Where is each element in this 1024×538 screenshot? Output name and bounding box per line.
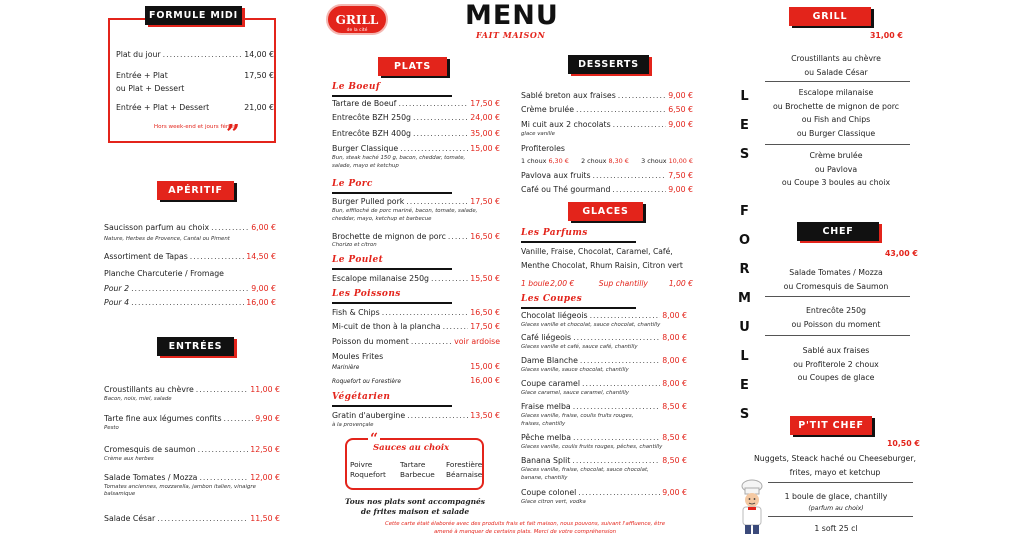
vertical-letter: F (740, 204, 750, 219)
divider (765, 335, 910, 336)
plat-item: Mi-cuit de thon à la plancha ..... 17,50 € (332, 322, 500, 331)
category-underline (332, 95, 452, 97)
plat-desc: à la provençale (332, 422, 374, 428)
divider (768, 516, 913, 517)
coupe-desc: fraises, chantilly (521, 421, 566, 427)
plat-item: Roquefort ou Forestière 16,00 € (332, 376, 500, 385)
plat-desc: Chorizo et citron (332, 242, 377, 248)
coupe-item: Banana Split ..... 8,50 € (521, 456, 687, 465)
plat-item: Marinière 15,00 € (332, 362, 500, 371)
category-underline (332, 405, 452, 407)
profiteroles-options: 1 choux 6,30 € 2 choux 8,30 € 3 choux 10,00 € (521, 157, 693, 165)
entree-item: Salade Tomates / Mozza ..... 12,00 € (104, 473, 280, 482)
plat-item: Gratin d'aubergine ..... 13,50 € (332, 411, 500, 420)
aperitif-title: APÉRITIF (157, 181, 234, 200)
entree-desc: Pesto (104, 425, 119, 431)
desserts-title: DESSERTS (568, 55, 649, 74)
plats-title: PLATS (378, 57, 447, 76)
vertical-letter: R (739, 262, 751, 277)
coupe-desc: Glaces vanille, coulis fruits rouges, pêches, chantilly (521, 444, 663, 450)
coupe-item: Fraise melba ..... 8,50 € (521, 402, 687, 411)
divider (765, 296, 910, 297)
dessert-item: Crème brulée ..... 6,50 € (521, 105, 693, 114)
formula-choice: Escalope milanaise ou Brochette de mignon de porc ou Fish and Chips ou Burger Classique (772, 88, 900, 138)
vertical-letter: E (740, 118, 750, 133)
category-underline (332, 268, 452, 270)
plat-item: Tartare de Boeuf ..... 17,50 € (332, 99, 500, 108)
plat-desc: Bun, effiloché de porc mariné, bacon, tomate, salade, (332, 208, 478, 214)
plat-item: Burger Classique ..... 15,00 € (332, 144, 500, 153)
formula-choice: Nuggets, Steack haché ou Cheeseburger, frites, mayo et ketchup (753, 454, 917, 477)
formule-item: Entrée + Plat + Dessert 21,00 € (116, 103, 274, 112)
formula-choice: Croustillants au chèvre ou Salade César (791, 54, 881, 77)
quote-mark: ” (226, 119, 240, 148)
sauce-col: Tartare Barbecue (400, 460, 435, 479)
coupe-desc: Glaces vanille et chocolat, sauce chocolat, chantilly (521, 322, 661, 328)
coupe-desc: Glaces vanille et café, sauce café, chantilly (521, 344, 638, 350)
formule-midi-title: FORMULE MIDI (145, 6, 242, 25)
formule-item: Plat du jour ..... 14,00 € (116, 50, 274, 59)
plat-item: Poisson du moment ..... voir ardoise (332, 337, 500, 346)
coupe-item: Pêche melba ..... 8,50 € (521, 433, 687, 442)
planche-label: Planche Charcuterie / Fromage (104, 269, 224, 278)
parfums-title: Les Parfums (521, 228, 588, 238)
formule-note: Hors week-end et jours fériés (153, 124, 237, 130)
entree-item: Tarte fine aux légumes confits ..... 9,90 € (104, 414, 280, 423)
entree-desc: Crème aux herbes (104, 456, 154, 462)
plat-desc: salade, mayo et ketchup (332, 163, 399, 169)
dessert-item: Café ou Thé gourmand ..... 9,00 € (521, 185, 693, 194)
category-boeuf: Le Boeuf (332, 82, 381, 92)
sauce-col: Forestière Béarnaise (446, 460, 483, 479)
vertical-letter: L (740, 349, 750, 364)
coupe-item: Coupe colonel ..... 9,00 € (521, 488, 687, 497)
aperitif-item: Saucisson parfum au choix ..... 6,00 € (104, 223, 276, 232)
divider (765, 81, 910, 82)
disclaimer: Cette carte était élaborée avec des produits frais et fait maison, nous pouvons, suivant l'affluence, être amené à manquer de certains plats. Merci de votre compréhension (384, 521, 666, 535)
aperitif-item: Assortiment de Tapas ..... 14,50 € (104, 252, 276, 261)
ptit-chef-price: 10,50 € (887, 439, 920, 448)
glaces-title: GLACES (568, 202, 643, 221)
plat-item: Burger Pulled pork ..... 17,50 € (332, 197, 500, 206)
entree-item: Salade César ..... 11,50 € (104, 514, 280, 523)
coupe-desc: Glaces vanille, fraise, chocolat, sauce chocolat, (521, 467, 649, 473)
dessert-item: Mi cuit aux 2 chocolats ..... 9,00 € (521, 120, 693, 129)
entree-item: Croustillants au chèvre ..... 11,00 € (104, 385, 280, 394)
plat-item: Escalope milanaise 250g ..... 15,50 € (332, 274, 500, 283)
coupe-desc: Glace citron vert, vodka (521, 499, 586, 505)
plat-desc: Bun, steak haché 150 g, bacon, cheddar, tomate, (332, 155, 466, 161)
formula-choice: 1 soft 25 cl (814, 524, 858, 533)
vertical-letter: L (740, 89, 750, 104)
sauce-quote: “ (370, 431, 379, 447)
entrees-title: ENTRÉES (157, 337, 234, 356)
planche-item: Pour 4 ..... 16,00 € (104, 298, 276, 307)
aperitif-desc: Nature, Herbes de Provence, Cantal ou Piment (104, 236, 230, 242)
chef-illustration (732, 478, 772, 536)
plat-item: Fish & Chips ..... 16,50 € (332, 308, 500, 317)
coupe-desc: Glaces vanille, fraise, coulis fruits rouges, (521, 413, 634, 419)
planche-item: Pour 2 ..... 9,00 € (104, 284, 276, 293)
formule-item-alt: ou Plat + Dessert (116, 84, 185, 93)
category-underline (521, 241, 636, 243)
formula-choice: Salade Tomates / Mozza ou Cromesquis de Saumon (783, 268, 889, 291)
formula-choice: Sablé aux fraises ou Profiterole 2 choux ou Coupes de glace (793, 346, 879, 382)
plat-item: Entrecôte BZH 400g ..... 35,00 € (332, 129, 500, 138)
entree-desc: Tomates anciennes, mozzarella, jambon italien, vinaigre (104, 484, 256, 490)
plat-item: Brochette de mignon de porc ..... 16,50 € (332, 232, 500, 241)
category-vegetarien: Végétarien (332, 392, 391, 402)
dessert-desc: glace vanille (521, 131, 555, 137)
category-porc: Le Porc (332, 179, 373, 189)
vertical-letter: S (739, 147, 751, 162)
parfums-list: Vanille, Fraise, Chocolat, Caramel, Café, Menthe Chocolat, Rhum Raisin, Citron vert (521, 247, 683, 270)
coupe-item: Café liégeois ..... 8,00 € (521, 333, 687, 342)
formula-choice: Crème brulée ou Pavlova ou Coupe 3 boules au choix (781, 151, 891, 187)
chef-formula-title: CHEF (797, 222, 879, 241)
dessert-item: Pavlova aux fruits ..... 7,50 € (521, 171, 693, 180)
coupe-desc: Glace caramel, sauce caramel, chantilly (521, 390, 629, 396)
vertical-letter: M (738, 291, 752, 306)
coupe-desc: banane, chantilly (521, 475, 568, 481)
vertical-letter: S (739, 407, 751, 422)
divider (768, 482, 913, 483)
coupe-desc: Glaces vanille, sauce chocolat, chantilly (521, 367, 629, 373)
menu-title: MENU (465, 0, 559, 31)
grill-formula-title: GRILL (789, 7, 871, 26)
boule-prices: 1 boule 2,00 € Sup chantilly 1,00 € (521, 279, 693, 288)
category-underline (332, 192, 452, 194)
sauce-col: Poivre Roquefort (350, 460, 386, 479)
category-poulet: Le Poulet (332, 255, 384, 265)
coupe-item: Chocolat liégeois ..... 8,00 € (521, 311, 687, 320)
entree-desc: balsamique (104, 491, 136, 497)
coupe-item: Coupe caramel ..... 8,00 € (521, 379, 687, 388)
plat-item: Entrecôte BZH 250g ..... 24,00 € (332, 113, 500, 122)
sauces-title: Sauces au choix (373, 443, 450, 453)
vertical-letter: O (738, 233, 752, 248)
formula-choice: 1 boule de glace, chantilly (parfum au choix) (784, 492, 888, 512)
formule-item: Entrée + Plat 17,50 € (116, 71, 274, 80)
category-underline (332, 302, 452, 304)
menu-subtitle: FAIT MAISON (476, 30, 546, 40)
plats-footer: Tous nos plats sont accompagnés de frites maison et salade (344, 497, 486, 516)
entree-desc: Bacon, noix, miel, salade (104, 396, 172, 402)
ptit-chef-title: P'TIT CHEF (790, 416, 872, 435)
vertical-letter: E (740, 378, 750, 393)
grill-logo: GRILL de la cité (326, 4, 388, 35)
vertical-letter: U (739, 320, 751, 335)
grill-formula-price: 31,00 € (870, 31, 903, 40)
formula-choice: Entrecôte 250g ou Poisson du moment (791, 306, 881, 329)
entree-item: Cromesquis de saumon ..... 12,50 € (104, 445, 280, 454)
dessert-item: Sablé breton aux fraises ..... 9,00 € (521, 91, 693, 100)
plat-desc: cheddar, mayo, ketchup et barbecue (332, 216, 432, 222)
divider (765, 144, 910, 145)
coupe-item: Dame Blanche ..... 8,00 € (521, 356, 687, 365)
category-poissons: Les Poissons (332, 289, 401, 299)
moules-label: Moules Frites (332, 352, 384, 361)
category-underline (521, 307, 636, 309)
coupes-title: Les Coupes (521, 294, 583, 304)
profiteroles-label: Profiteroles (521, 144, 565, 153)
chef-formula-price: 43,00 € (885, 249, 918, 258)
